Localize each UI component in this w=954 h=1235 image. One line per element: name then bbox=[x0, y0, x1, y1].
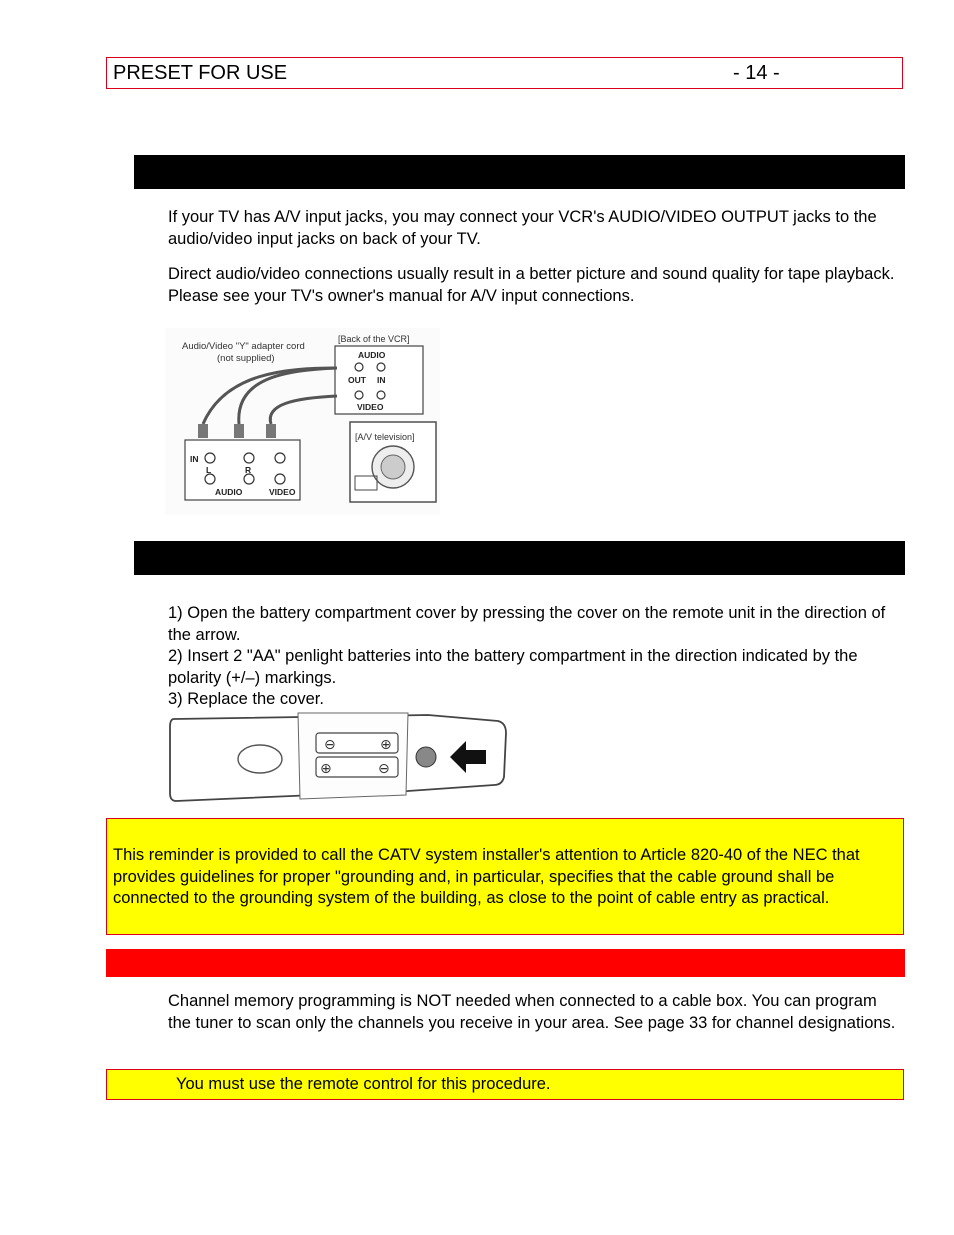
vcr-label: [Back of the VCR] bbox=[338, 334, 410, 344]
catv-reminder-text: This reminder is provided to call the CATV system installer's attention to Article 820-40 of the NEC that provides guidelines for proper "grounding and, in particular, specifies that the cable ground shall be connected to the grounding system of the building, as close to the point of cable entry as practical. bbox=[113, 846, 860, 907]
av-connection-diagram bbox=[165, 328, 440, 515]
vcr-video-label: VIDEO bbox=[357, 402, 384, 412]
plug-r bbox=[234, 424, 244, 438]
battery-2-minus-icon: ⊖ bbox=[378, 760, 390, 776]
battery-step-3: 3) Replace the cover. bbox=[168, 690, 324, 708]
catv-reminder-box bbox=[106, 818, 904, 935]
panel-audio-label: AUDIO bbox=[215, 487, 243, 497]
vcr-out-label: OUT bbox=[348, 375, 366, 385]
cord-label-line1: Audio/Video "Y" adapter cord bbox=[182, 341, 305, 352]
cover-latch-icon bbox=[416, 747, 436, 767]
channel-memory-paragraph: Channel memory programming is NOT needed when connected to a cable box. You can program the tuner to scan only the channels you receive in your area. See page 33 for channel designations. bbox=[168, 992, 896, 1032]
page-number: - 14 - bbox=[733, 62, 780, 84]
battery-1-plus-icon: ⊕ bbox=[380, 736, 392, 752]
vcr-in-label: IN bbox=[377, 375, 386, 385]
panel-video-label: VIDEO bbox=[269, 487, 296, 497]
remote-required-note-text: You must use the remote control for this procedure. bbox=[176, 1075, 551, 1093]
vcr-audio-label: AUDIO bbox=[358, 350, 386, 360]
section-title: PRESET FOR USE bbox=[113, 62, 288, 84]
battery-step-2: 2) Insert 2 "AA" penlight batteries into the battery compartment in the direction indicated by the polarity (+/–) markings. bbox=[168, 647, 858, 687]
av-paragraph-2: Direct audio/video connections usually result in a better picture and sound quality for tape playback. Please see your TV's owner's manual for A/V input connections. bbox=[168, 265, 895, 305]
remote-required-note-box bbox=[106, 1069, 904, 1100]
cord-label-line2: (not supplied) bbox=[217, 353, 275, 364]
battery-step-1: 1) Open the battery compartment cover by pressing the cover on the remote unit in the direction of the arrow. bbox=[168, 604, 886, 644]
panel-in-label: IN bbox=[190, 454, 199, 464]
av-paragraph-1: If your TV has A/V input jacks, you may connect your VCR's AUDIO/VIDEO OUTPUT jacks to the audio/video input jacks on back of your TV. bbox=[168, 208, 877, 248]
page-header bbox=[106, 57, 903, 89]
battery-cover bbox=[298, 713, 408, 799]
battery-2-plus-icon: ⊕ bbox=[320, 760, 332, 776]
plug-video bbox=[266, 424, 276, 438]
remote-battery-illustration bbox=[168, 707, 510, 805]
section-bar-batteries bbox=[134, 541, 905, 575]
tv-dial-center bbox=[381, 455, 405, 479]
battery-1-minus-icon: ⊖ bbox=[324, 736, 336, 752]
panel-l-label: L bbox=[206, 465, 212, 475]
plug-l bbox=[198, 424, 208, 438]
section-bar-channel-memory bbox=[106, 949, 905, 977]
panel-r-label: R bbox=[245, 465, 252, 475]
section-bar-av-connection bbox=[134, 155, 905, 189]
tv-label: [A/V television] bbox=[355, 432, 415, 442]
